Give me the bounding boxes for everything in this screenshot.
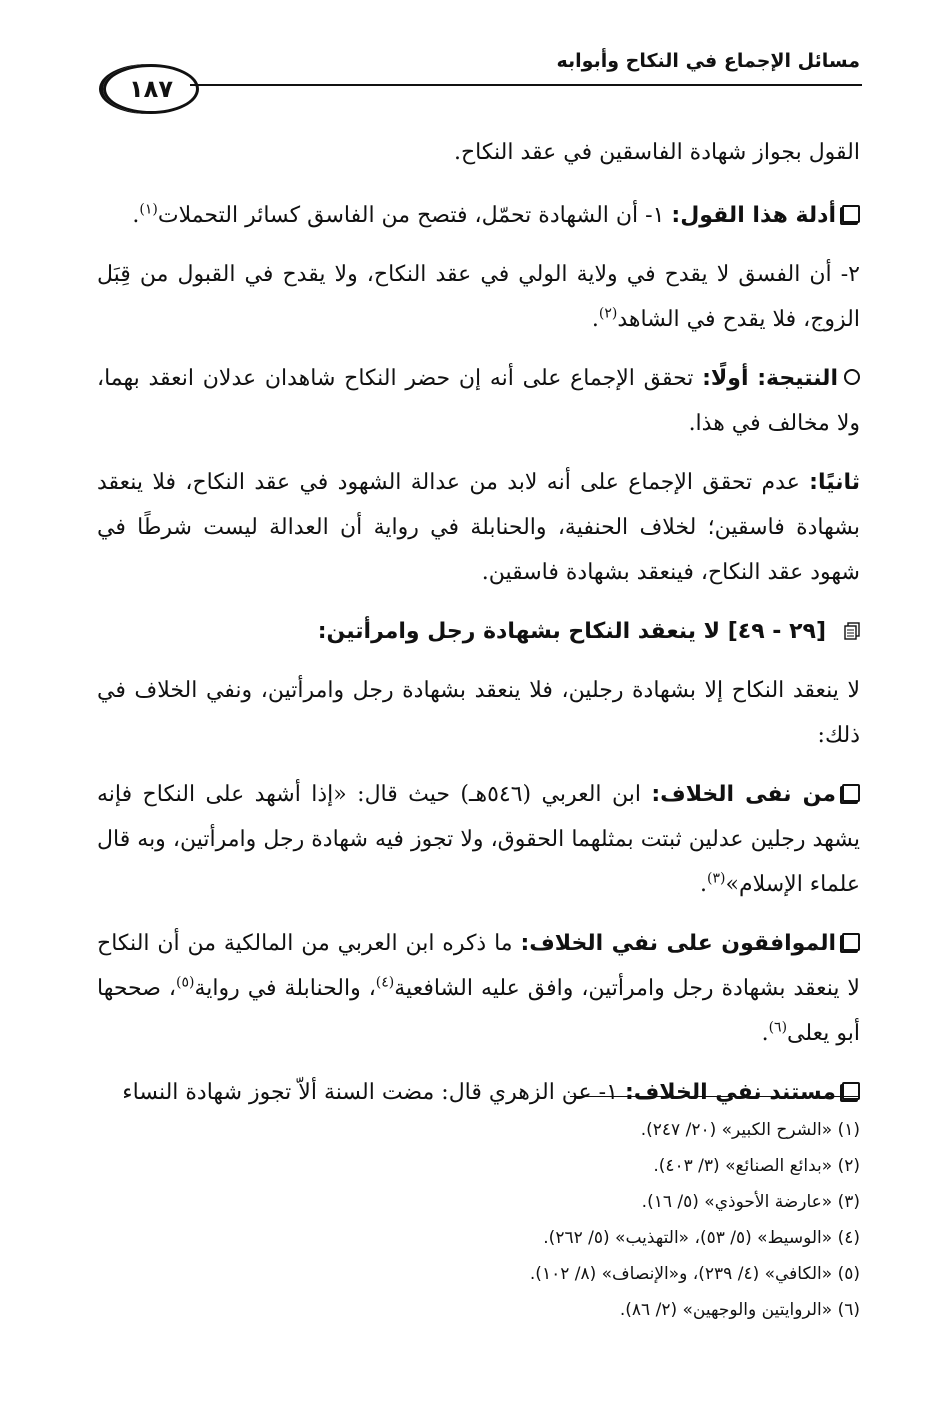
footnote: (٦) «الروايتين والوجهين» (٢/ ٨٦). bbox=[619, 1300, 860, 1320]
paragraph-text: ، والحنابلة في رواية bbox=[194, 976, 376, 1001]
paragraph-denier bbox=[97, 772, 860, 907]
paragraph-label: من نفى الخلاف: bbox=[651, 782, 836, 807]
paragraph-sublabel: أولًا: bbox=[702, 366, 749, 391]
punctuation: . bbox=[761, 1021, 769, 1046]
page-number: ١٨٧ bbox=[103, 64, 199, 114]
paragraph-label: الموافقون على نفي الخلاف: bbox=[520, 931, 837, 956]
square-bullet-icon bbox=[842, 205, 860, 223]
paragraph-label: ثانيًا: bbox=[809, 470, 860, 495]
paragraph-basis bbox=[97, 1070, 860, 1115]
paragraph-text: عدم تحقق الإجماع على أنه لابد من عدالة الشهود في عقد النكاح، فلا ينعقد بشهادة فاسقين؛ لخلاف الحنفية، والحنابلة في رواية أن العدالة ليست شرطًا في شهود عقد النكاح، فينعقد بشهادة فاسقين. bbox=[97, 470, 860, 585]
paragraph-text: القول بجواز شهادة الفاسقين في عقد النكاح. bbox=[453, 140, 860, 165]
paragraph-text: ١- عن الزهري قال: مضت السنة ألاّ تجوز شهادة النساء bbox=[122, 1080, 618, 1105]
paragraph-rule bbox=[97, 668, 860, 758]
footnote-ref: (٤) bbox=[375, 974, 395, 991]
footnote-ref: (١) bbox=[139, 201, 158, 218]
main-text bbox=[97, 130, 860, 1129]
paragraph-text: تحقق الإجماع على أنه إن حضر النكاح شاهدان عدلان انعقد بهما، ولا مخالف في هذا. bbox=[97, 366, 860, 436]
paragraph-text: لا ينعقد النكاح إلا بشهادة رجلين، فلا ينعقد بشهادة رجل وامرأتين، ونفي الخلاف في ذلك: bbox=[97, 678, 860, 748]
punctuation: . bbox=[132, 203, 140, 228]
paragraph-text: ١- أن الشهادة تحمّل، فتصح من الفاسق كسائر التحملات bbox=[157, 203, 665, 228]
section-number: [٢٩ - ٤٩] bbox=[727, 619, 826, 644]
footnote-ref: (٥) bbox=[176, 974, 195, 991]
square-bullet-icon bbox=[842, 1082, 860, 1100]
running-head: مسائل الإجماع في النكاح وأبوابه bbox=[556, 50, 860, 72]
paragraph-evidence bbox=[97, 193, 860, 238]
document-stack-icon bbox=[844, 622, 860, 640]
section-heading bbox=[97, 609, 860, 654]
section-title: لا ينعقد النكاح بشهادة رجل وامرأتين: bbox=[317, 619, 721, 644]
paragraph-label: مستند نفي الخلاف: bbox=[624, 1080, 836, 1105]
footnote-ref: (٢) bbox=[598, 305, 618, 322]
paragraph-text: ما ذكره ابن العربي من المالكية من أن النكاح لا ينعقد بشهادة رجل وامرأتين، وافق عليه الشافعية bbox=[97, 931, 860, 1001]
paragraph-evidence-2 bbox=[97, 252, 860, 342]
footnote: (٥) «الكافي» (٤/ ٢٣٩)، و«الإنصاف» (٨/ ١٠٢). bbox=[529, 1264, 860, 1284]
punctuation: . bbox=[700, 872, 708, 897]
paragraph-result bbox=[97, 356, 860, 446]
paragraph-label: أدلة هذا القول: bbox=[671, 203, 836, 228]
footnote: (١) «الشرح الكبير» (٢٠/ ٢٤٧). bbox=[640, 1120, 860, 1140]
footnotes bbox=[97, 1112, 860, 1328]
footnote: (٣) «عارضة الأحوذي» (٥/ ١٦). bbox=[641, 1192, 860, 1212]
footnote: (٢) «بدائع الصنائع» (٣/ ٤٠٣). bbox=[653, 1156, 860, 1176]
paragraph-1 bbox=[97, 130, 860, 175]
circle-bullet-icon bbox=[844, 369, 860, 385]
paragraph-text: ابن العربي (٥٤٦هـ) حيث قال: «إذا أشهد على النكاح فإنه يشهد رجلين عدلين ثبتت بمثلهما الحقوق، ولا تجوز فيه شهادة رجل وامرأتين، وبه قال علماء الإسلام» bbox=[97, 782, 860, 897]
paragraph-label: النتيجة: bbox=[757, 366, 838, 391]
footnote-ref: (٣) bbox=[707, 870, 726, 887]
footnote: (٤) «الوسيط» (٥/ ٥٣)، «التهذيب» (٥/ ٢٦٢). bbox=[543, 1228, 860, 1248]
square-bullet-icon bbox=[842, 933, 860, 951]
paragraph-agreeing bbox=[97, 921, 860, 1056]
header-rule bbox=[190, 84, 862, 86]
footnote-ref: (٦) bbox=[768, 1019, 788, 1036]
punctuation: . bbox=[591, 307, 599, 332]
square-bullet-icon bbox=[842, 784, 860, 802]
paragraph-second bbox=[97, 460, 860, 595]
paragraph-text: ٢- أن الفسق لا يقدح في ولاية الولي في عقد النكاح، ولا يقدح في القبول من قِبَل الزوج، فلا يقدح في الشاهد bbox=[97, 262, 860, 332]
footnote-rule bbox=[570, 1096, 860, 1097]
paragraph-text: ، صححها أبو يعلى bbox=[97, 976, 860, 1046]
